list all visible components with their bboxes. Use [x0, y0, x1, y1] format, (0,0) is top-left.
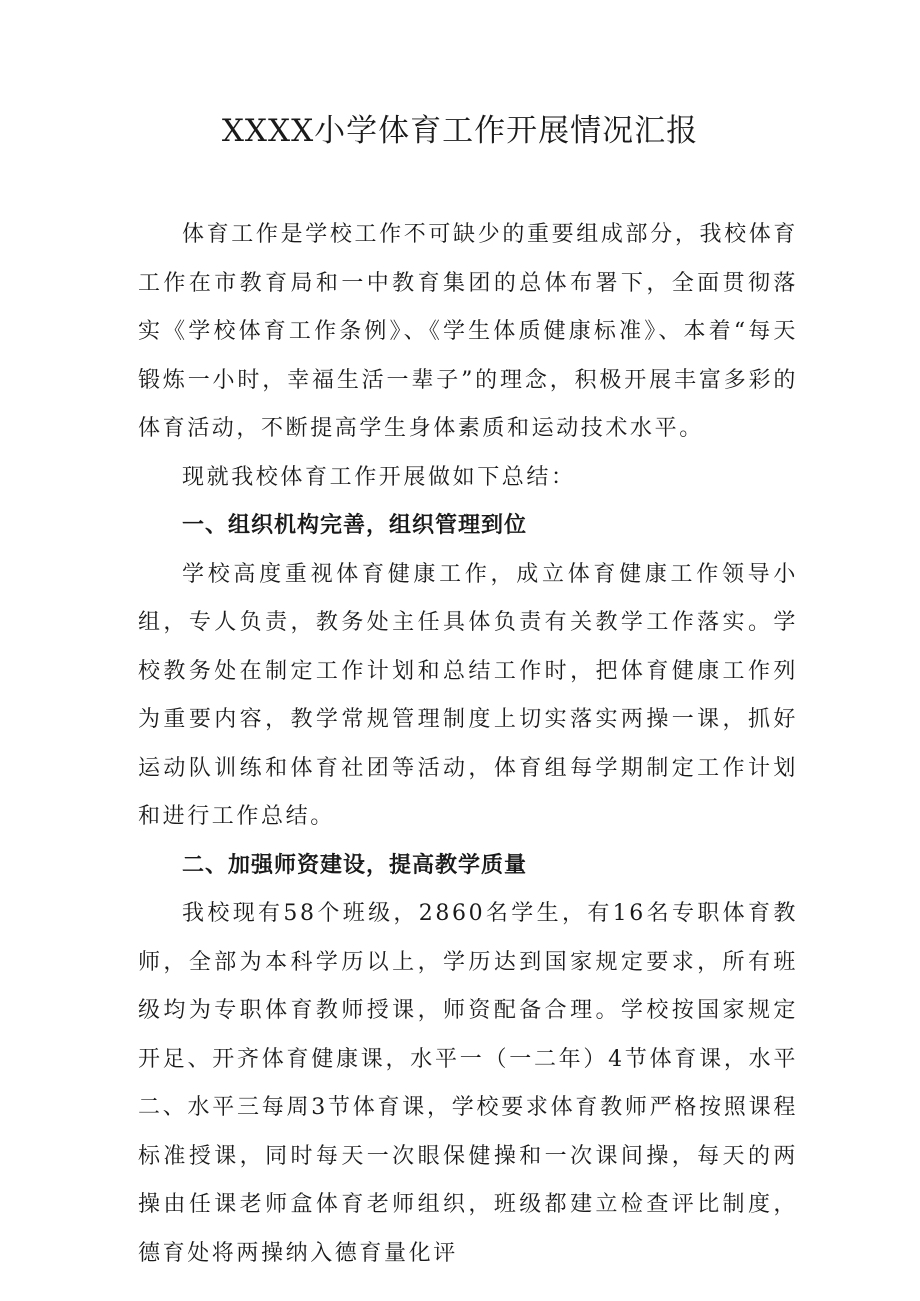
section-heading-teachers: 二、加强师资建设，提高教学质量: [182, 852, 528, 878]
document-title: XXXX小学体育工作开展情况汇报: [221, 113, 699, 149]
document-body: [138, 211, 798, 1278]
summary-intro: 现就我校体育工作开展做如下总结：: [182, 464, 576, 490]
section-heading-organization: 一、组织机构完善，组织管理到位: [182, 513, 528, 538]
section-paragraph-organization: 学校高度重视体育健康工作，成立体育健康工作领导小组，专人负责，教务处主任具体负责有关教学工作落实。学校教务处在制定工作计划和总结工作时，把体育健康工作列为重要内容，教学常规管理制度上切实落实两操一课，抓好运动队训练和体育社团等活动，体育组每学期制定工作计划和进行工作总结。: [138, 561, 798, 829]
intro-paragraph: 体育工作是学校工作不可缺少的重要组成部分，我校体育工作在市教育局和一中教育集团的总体布署下，全面贯彻落实《学校体育工作条例》、《学生体质健康标准》、本着“每天锻炼一小时，幸福生活一辈子”的理念，积极开展丰富多彩的体育活动，不断提高学生身体素质和运动技术水平。: [138, 222, 798, 441]
section-paragraph-teachers: 我校现有58个班级，2860名学生，有16名专职体育教师，全部为本科学历以上，学历达到国家规定要求，所有班级均为专职体育教师授课，师资配备合理。学校按国家规定开足、开齐体育健康课，水平一（一二年）4节体育课，水平二、水平三每周3节体育课，学校要求体育教师严格按照课程标准授课，同时每天一次眼保健操和一次课间操，每天的两操由任课老师盒体育老师组织，班级都建立检查评比制度，德育处将两操纳入德育量化评: [138, 901, 798, 1266]
